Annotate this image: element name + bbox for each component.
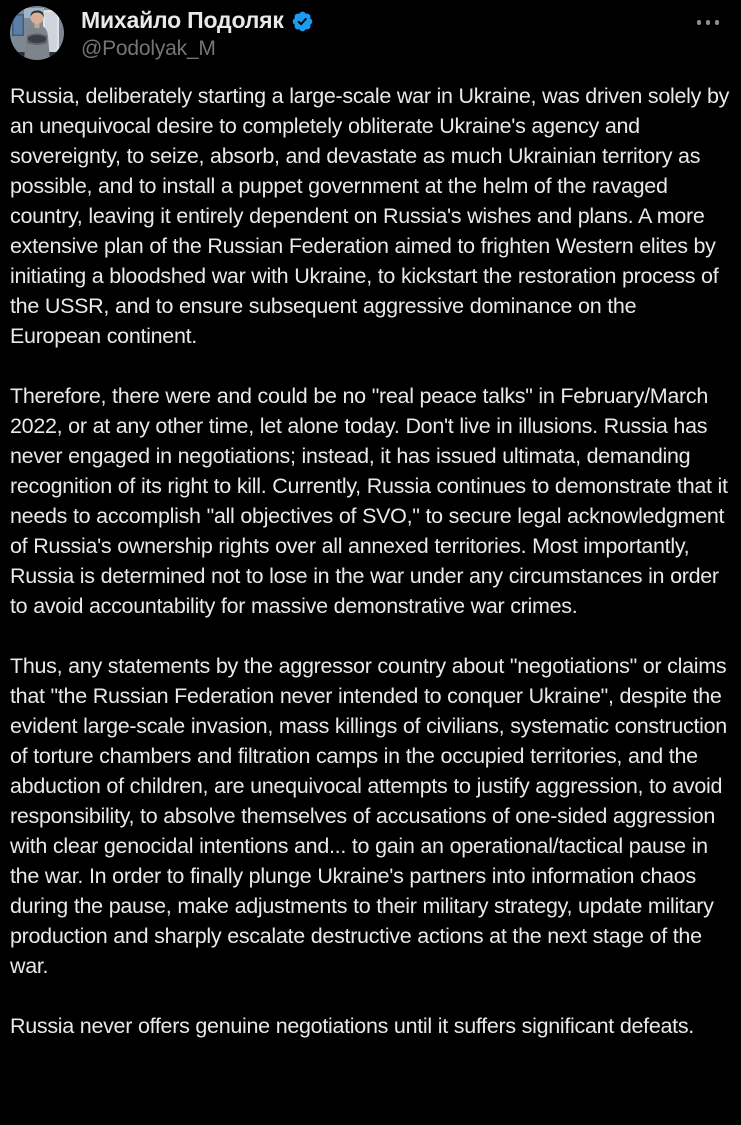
author-display-name[interactable]: Михайло Подоляк bbox=[81, 7, 284, 33]
more-menu-button[interactable] bbox=[691, 14, 726, 31]
author-block[interactable] bbox=[81, 6, 314, 61]
tweet-text bbox=[10, 81, 731, 1041]
avatar-image bbox=[10, 6, 64, 60]
tweet-paragraph: Thus, any statements by the aggressor country about "negotiations" or claims that "the Russian Federation never intended to conquer Ukraine", despite the evident large-scale invasion, mass killings of civilians, systematic construction of torture chambers and filtration camps in the occupied territories, and the abduction of children, are unequivocal attempts to justify aggression, to avoid responsibility, to absolve themselves of accusations of one-sided aggression with clear genocidal intentions and... to gain an operational/tactical pause in the war. In order to finally plunge Ukraine's partners into information chaos during the pause, make adjustments to their military strategy, update military production and sharply escalate destructive actions at the next stage of the war. bbox=[10, 654, 727, 978]
author-handle[interactable]: @Podolyak_M bbox=[81, 37, 216, 60]
tweet-paragraph: Therefore, there were and could be no "real peace talks" in February/March 2022, or at any other time, let alone today. Don't live in illusions. Russia has never engaged in negotiations; instead, it has issued ultimata, demanding recognition of its right to kill. Currently, Russia continues to demonstrate that it needs to accomplish "all objectives of SVO," to secure legal acknowledgment of Russia's ownership rights over all annexed territories. Most importantly, Russia is determined not to lose in the war under any circumstances in order to avoid accountability for massive demonstrative war crimes. bbox=[10, 384, 728, 618]
verified-badge-icon[interactable] bbox=[291, 10, 314, 33]
ellipsis-icon bbox=[706, 20, 711, 25]
author-name-row bbox=[81, 7, 314, 34]
tweet-header bbox=[10, 6, 731, 61]
ellipsis-icon bbox=[697, 20, 702, 25]
ellipsis-icon bbox=[715, 20, 720, 25]
tweet-paragraph: Russia, deliberately starting a large-scale war in Ukraine, was driven solely by an unequivocal desire to completely obliterate Ukraine's agency and sovereignty, to seize, absorb, and devastate as much Ukrainian territory as possible, and to install a puppet government at the helm of the ravaged country, leaving it entirely dependent on Russia's wishes and plans. A more extensive plan of the Russian Federation aimed to frighten Western elites by initiating a bloodshed war with Ukraine, to kickstart the restoration process of the USSR, and to ensure subsequent aggressive dominance on the European continent. bbox=[10, 84, 730, 348]
avatar[interactable] bbox=[10, 6, 64, 60]
tweet-paragraph: Russia never offers genuine negotiations until it suffers significant defeats. bbox=[10, 1014, 694, 1038]
